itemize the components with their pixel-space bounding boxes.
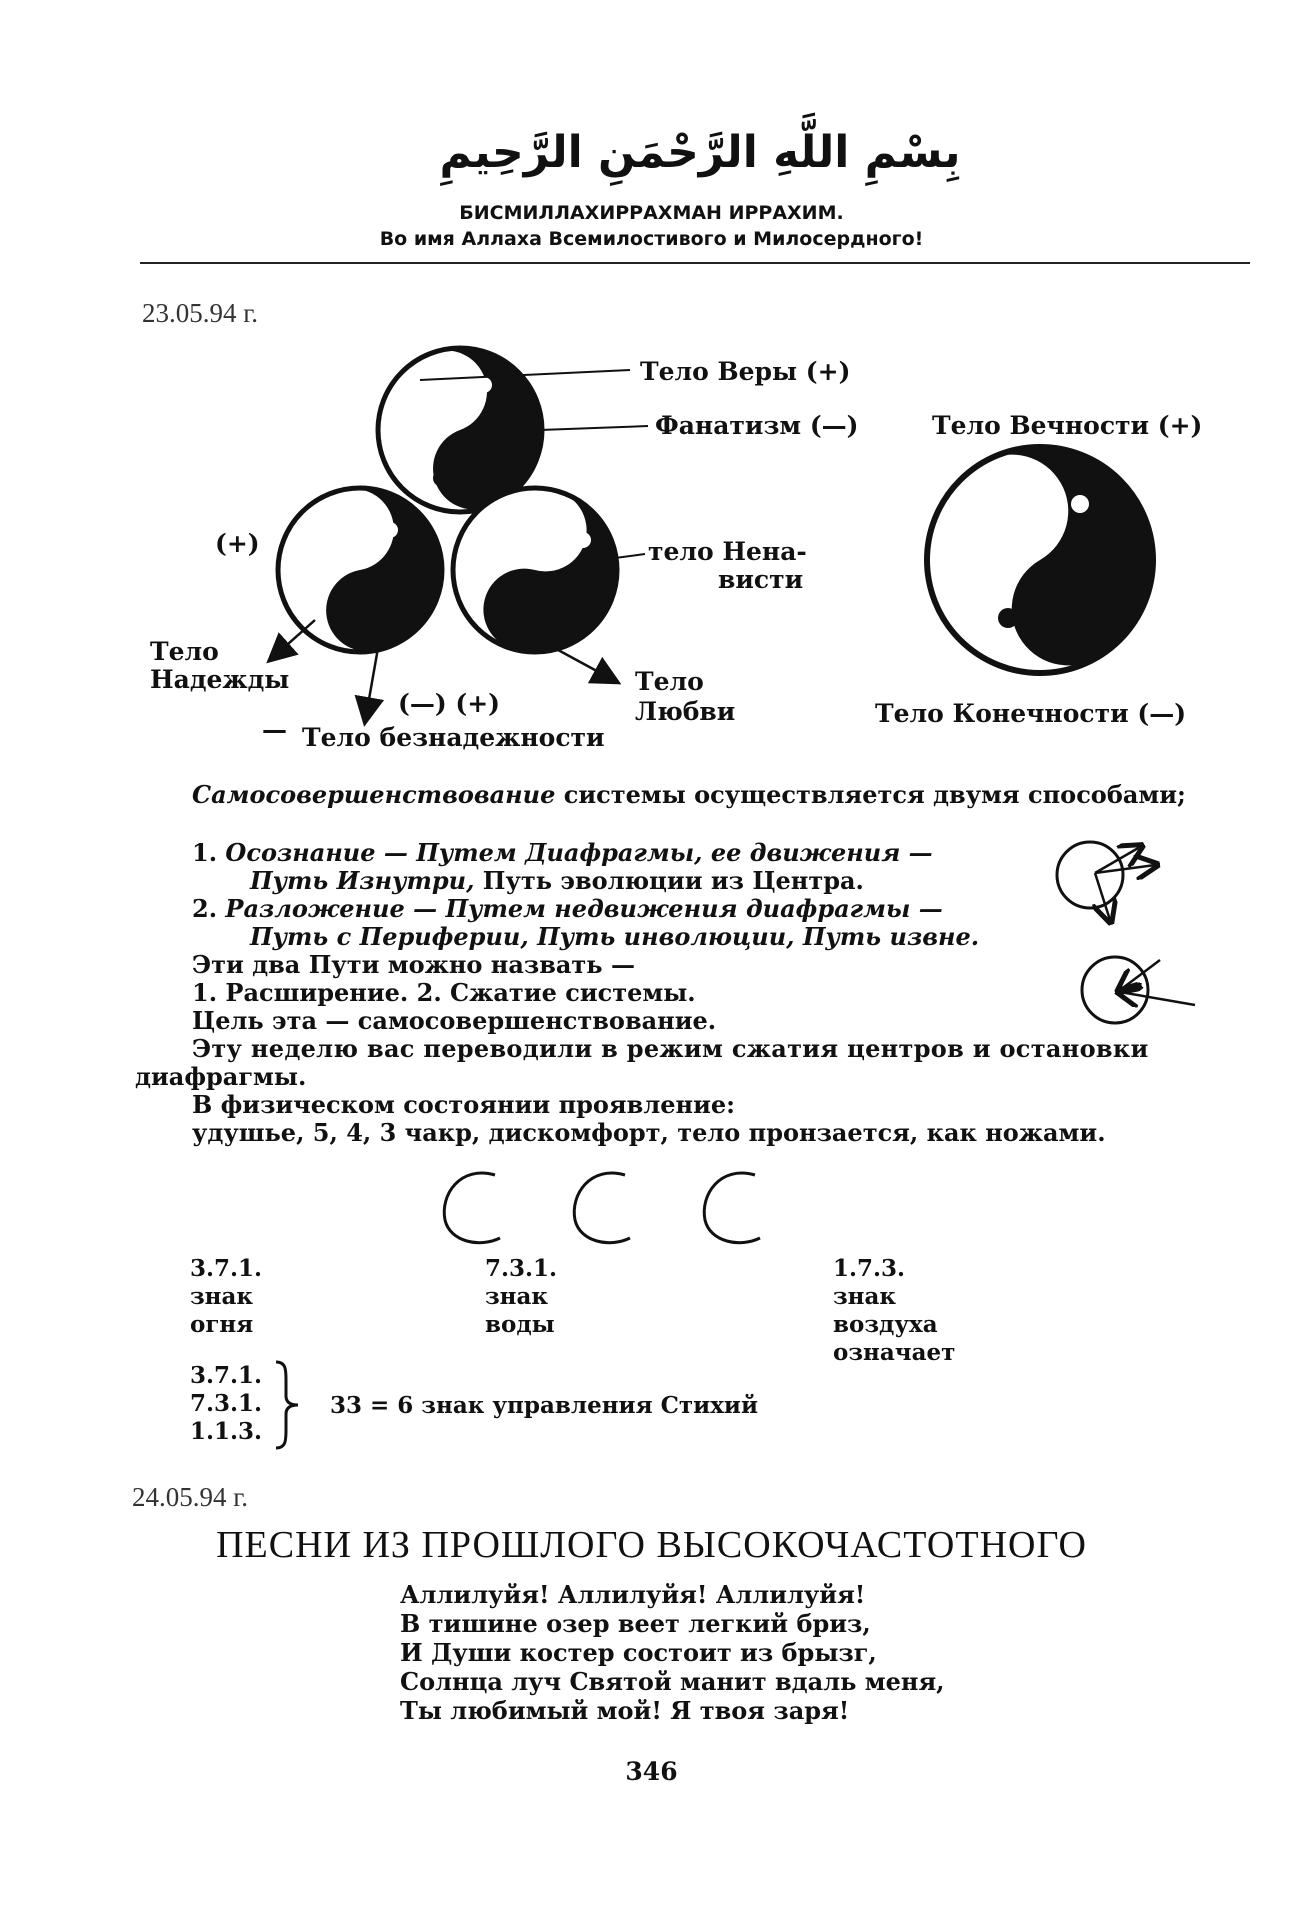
poem-line-4: Солнца луч Святой манит вдаль меня, <box>400 1667 945 1696</box>
sign-fire-element: огня <box>190 1311 254 1338</box>
label-plus-left: (+) <box>215 529 260 558</box>
header-subtitle: Во имя Аллаха Всемилостивого и Милосердного! <box>379 228 924 250</box>
label-eternity: Тело Вечности (+) <box>932 411 1203 440</box>
intro-rest: системы осуществляется двумя способами; <box>555 780 1186 809</box>
label-fanatism: Фанатизм (—) <box>655 411 859 440</box>
item-2 <box>192 894 943 923</box>
sign-air-num: 1.7.3. <box>833 1255 906 1282</box>
header-divider <box>140 262 1250 264</box>
line-physical: В физическом состоянии проявление: <box>192 1090 736 1119</box>
label-hope-2: Надежды <box>150 665 290 694</box>
sign-water-word: знак <box>485 1283 549 1310</box>
item-1b-italic: Путь Изнутри, <box>250 866 475 895</box>
label-hopeless: Тело безнадежности <box>302 723 605 752</box>
line-goal: Цель эта — самосовершенствование. <box>192 1006 717 1035</box>
line-symptoms: удушье, 5, 4, 3 чакр, дискомфорт, тело пронзается, как ножами. <box>192 1118 1106 1147</box>
sign-water-num: 7.3.1. <box>485 1255 558 1282</box>
bracket-lines <box>190 1362 262 1446</box>
curly-brace <box>272 1360 302 1450</box>
header-title: БИСМИЛЛАХИРРАХМАН ИРРАХИМ. <box>459 202 844 224</box>
yin-yang-diagram <box>0 330 1303 770</box>
expansion-circle-diagram <box>1040 825 1180 935</box>
label-hope-1: Тело <box>150 637 219 666</box>
sign-water <box>485 1255 557 1339</box>
label-faith: Тело Веры (+) <box>640 357 851 386</box>
label-love-2: Любви <box>635 697 736 726</box>
poem-line-1: Аллилуйя! Аллилуйя! Аллилуйя! <box>400 1580 866 1609</box>
sign-fire-num: 3.7.1. <box>190 1255 263 1282</box>
bismillah-calligraphy <box>439 115 961 185</box>
sign-fire <box>190 1255 262 1339</box>
c-symbol-3 <box>704 1173 760 1243</box>
bracket-line-1: 3.7.1. <box>190 1362 263 1389</box>
item-1b-rest: Путь эволюции из Центра. <box>474 866 864 895</box>
poem-line-3: И Души костер состоит из брызг, <box>400 1638 877 1667</box>
bismillah-text: بِسْمِ اللَّهِ الرَّحْمَنِ الرَّحِيمِ <box>439 127 961 178</box>
intro-italic: Самосовершенствование <box>192 780 556 809</box>
label-love-1: Тело <box>635 667 704 696</box>
poem-line-5: Ты любимый мой! Я твоя заря! <box>400 1696 850 1725</box>
poem-line-2: В тишине озер веет легкий бриз, <box>400 1609 871 1638</box>
entry-date-2: 24.05.94 г. <box>132 1482 249 1512</box>
item-2b: Путь с Периферии, Путь инволюции, Путь извне. <box>250 922 980 951</box>
line-expansion: 1. Расширение. 2. Сжатие системы. <box>192 978 696 1007</box>
label-minus-plus: (—) (+) <box>398 689 500 718</box>
poem <box>400 1580 945 1725</box>
yin-yang-eternity <box>927 406 1194 686</box>
label-hatred-1: тело Нена- <box>648 537 807 566</box>
label-finiteness: Тело Конечности (—) <box>875 699 1187 728</box>
contraction-circle-diagram <box>1070 940 1210 1040</box>
bracket-line-2: 7.3.1. <box>190 1390 263 1417</box>
bracket-result: 33 = 6 знак управления Стихий <box>330 1392 759 1419</box>
item-2-num: 2. <box>192 894 226 923</box>
page-number: 346 <box>625 1757 678 1786</box>
c-symbol-2 <box>574 1173 630 1243</box>
intro-paragraph <box>192 780 1186 809</box>
line-two-paths: Эти два Пути можно назвать — <box>192 950 635 979</box>
line-week: Эту неделю вас переводили в режим сжатия центров и остановки <box>192 1034 1149 1063</box>
three-c-symbols <box>420 1160 780 1250</box>
label-hatred-2: висти <box>718 565 804 594</box>
item-1 <box>192 838 933 867</box>
entry-date-1: 23.05.94 г. <box>142 298 259 328</box>
sign-water-element: воды <box>485 1311 555 1338</box>
item-1-italic: Осознание — Путем Диафрагмы, ее движения — <box>225 838 933 867</box>
item-1-num: 1. <box>192 838 226 867</box>
line-week-end: диафрагмы. <box>135 1062 307 1091</box>
sign-air-word: знак <box>833 1283 897 1310</box>
sign-air-element: воздуха <box>833 1311 938 1338</box>
label-dash: — <box>262 715 287 744</box>
item-2-italic: Разложение — Путем недвижения диафрагмы — <box>225 894 943 923</box>
song-title: ПЕСНИ ИЗ ПРОШЛОГО ВЫСОКОЧАСТОТНОГО <box>216 1524 1087 1566</box>
bracket-line-3: 1.1.3. <box>190 1418 263 1445</box>
item-1b <box>250 866 864 895</box>
c-symbol-1 <box>444 1173 500 1243</box>
sign-air-extra: означает <box>833 1339 956 1366</box>
sign-fire-word: знак <box>190 1283 254 1310</box>
sign-air <box>833 1255 955 1367</box>
